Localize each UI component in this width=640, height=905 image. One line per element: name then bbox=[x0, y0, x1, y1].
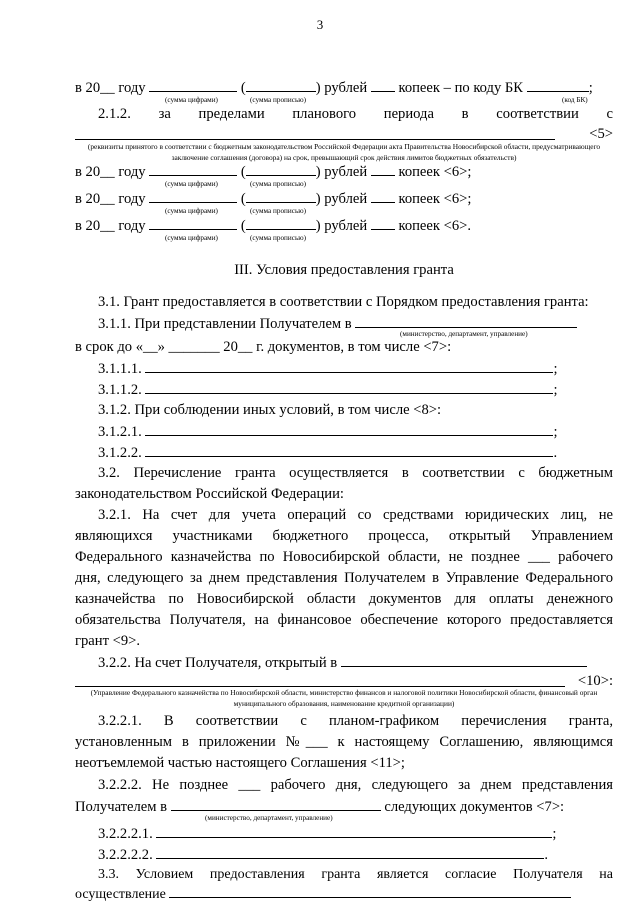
caption-words: (сумма прописью) bbox=[250, 96, 306, 104]
amount-words-blank bbox=[246, 77, 316, 92]
account-place-blank bbox=[341, 652, 587, 667]
paragraph-3-2-2-2-line-2: Получателем в следующих документов <7>: bbox=[75, 796, 613, 818]
paragraph-3-2-1-line: дня, следующего за днем представления Получателем в Управление Федерального bbox=[75, 570, 613, 586]
paragraph-3-2-1-line: Федерального казначейства по Новосибирской области, не позднее ___ рабочего bbox=[75, 549, 613, 565]
paragraph-2-1-2: 2.1.2. за пределами планового периода в соответствии с bbox=[98, 106, 613, 122]
note-5: <5> bbox=[589, 126, 613, 142]
paragraph-3-3-line-1: 3.3. Условием предоставления гранта является согласие Получателя на bbox=[98, 867, 613, 882]
paragraph-3-1-1: 3.1.1. При представлении Получателем в bbox=[98, 313, 613, 335]
caption-ministry: (министерство, департамент, управление) bbox=[400, 330, 528, 338]
caption-digits: (сумма цифрами) bbox=[165, 96, 218, 104]
paragraph-3-3-line-2: осуществление bbox=[75, 883, 613, 905]
item-3-1-1-1: 3.1.1.1. ; bbox=[98, 358, 613, 380]
kbk-blank bbox=[527, 77, 589, 92]
item-3-2-2-2-2: 3.2.2.2.2. . bbox=[98, 844, 613, 866]
paragraph-3-2-2-1-line: неотъемлемой частью настоящего Соглашения <11>; bbox=[75, 755, 405, 771]
budget-line-6-c: в 20__ году ( ) рублей копеек <6>. bbox=[75, 215, 613, 237]
caption-act-details: (реквизиты принятого в соответствии с бюджетным законодательством Российской Федерации акта Правительства Новосибирской области, предусматривающего заключение соглашения (договора) на срок, превышающий срок действия лимитов бюджетных обязательств) bbox=[87, 142, 601, 162]
paragraph-3-2-2-1-line: установленным в приложении №___ к настоящему Соглашению, являющимся bbox=[75, 734, 613, 750]
paragraph-3-2-1-line: казначейства по Новосибирской области документов для оплаты денежного bbox=[75, 591, 613, 607]
paragraph-3-2-2-2-line-1: 3.2.2.2. Не позднее ___ рабочего дня, следующего за днем представления bbox=[98, 777, 613, 793]
budget-line-6-a: в 20__ году ( ) рублей копеек <6>; bbox=[75, 161, 613, 183]
page-number: 3 bbox=[316, 17, 324, 32]
paragraph-3-1-1-cont: в срок до «__» _______ 20__ г. документов, в том числе <7>: bbox=[75, 339, 452, 355]
paragraph-3-2-1-line: являющихся участниками бюджетного процесса, открытый Управлением bbox=[75, 528, 613, 544]
note-10: <10>: bbox=[577, 673, 613, 689]
paragraph-3-2-2: 3.2.2. На счет Получателя, открытый в bbox=[98, 652, 613, 674]
item-3-1-2-1: 3.1.2.1. ; bbox=[98, 421, 613, 443]
caption-account-holder: (Управление Федерального казначейства по Новосибирской области, министерство финансов и налоговой политики Новосибирской области, финансовый орган муниципального образования, наименование кредитной организации) bbox=[90, 688, 598, 708]
budget-line-6-b: в 20__ году ( ) рублей копеек <6>; bbox=[75, 188, 613, 210]
budget-line-kbk: в 20__ году ( ) рублей копеек – по коду БК ; bbox=[75, 77, 613, 99]
section-title: III. Условия предоставления гранта bbox=[234, 262, 454, 278]
paragraph-3-2-1-line: обязательства Получателя, на финансовое обеспечение которого предоставляется bbox=[75, 612, 613, 628]
paragraph-3-2-line-2: законодательством Российской Федерации: bbox=[75, 486, 344, 502]
item-3-1-1-2: 3.1.1.2. ; bbox=[98, 379, 613, 401]
ministry-blank bbox=[355, 313, 577, 328]
caption-kbk: (код БК) bbox=[562, 96, 588, 104]
item-3-1-2-2: 3.1.2.2. . bbox=[98, 442, 613, 464]
document-page: 3 в 20__ году ( ) рублей копеек – по коду БК ; (сумма цифрами) (сумма прописью) (код БК) 2.1.2. за пределами планового периода в соответствии с <5> (реквизиты принятого в соответствии с бюджетным законодательством Российской Федерации акта Правительства Новосибирской области, предусматривающего заключение соглашения (договора) на срок, превышающий срок действия лимитов бюджетных обязательств) в 20__ году ( ) рублей копеек <6>; (сумма цифрами) (сумма прописью) в 20__ году ( ) рублей копеек <6>; (сумма цифрами) (сумма прописью) в 20__ году ( ) рублей копеек <6>. (сумма цифрами) (сумма прописью) III. Условия предоставления гранта 3.1. Грант предоставляется в соответствии с Порядком предоставления гранта: 3.1.1. При представлении Получателем в (министерство, департамент, управление) в срок до «__» _______ 20__ г. документов, в том числе <7>: 3.1.1.1. ; 3.1.1.2. ; 3.1.2. При соблюдении иных условий, в том числе <8>: 3.1.2.1. ; 3.1.2.2. . 3.2. Перечисление гранта осуществляется в соответствии с бюджетным законодательством Российской Федерации: 3.2.1. На счет для учета операций со средствами юридических лиц, не являющихся участниками бюджетного процесса, открытый Управлением Федерального казначейства по Новосибирской области, не позднее ___ рабочего дня, следующего за днем представления Получателем в Управление Федерального казначейства по Новосибирской области документов для оплаты денежного обязательства Получателя, на финансовое обеспечение которого предоставляется грант <9>. 3.2.2. На счет Получателя, открытый в <10>: (Управление Федерального казначейства по Новосибирской области, министерство финансов и налоговой политики Новосибирской области, финансовый орган муниципального образования, наименование кредитной организации) 3.2.2.1. В соответствии с планом-графиком перечисления гранта, установленным в приложении №___ к настоящему Соглашению, являющимся неотъемлемой частью настоящего Соглашения <11>; 3.2.2.2. Не позднее ___ рабочего дня, следующего за днем представления Получателем в следующих документов <7>: (министерство, департамент, управление) 3.2.2.2.1. ; 3.2.2.2.2. . 3.3. Условием предоставления гранта является согласие Получателя на осуществление bbox=[0, 0, 640, 905]
amount-digits-blank bbox=[149, 77, 237, 92]
paragraph-3-1: 3.1. Грант предоставляется в соответствии с Порядком предоставления гранта: bbox=[98, 294, 589, 310]
paragraph-3-2-line-1: 3.2. Перечисление гранта осуществляется в соответствии с бюджетным bbox=[98, 465, 613, 481]
paragraph-3-2-1-line: грант <9>. bbox=[75, 633, 141, 649]
paragraph-3-1-2: 3.1.2. При соблюдении иных условий, в том числе <8>: bbox=[98, 402, 442, 418]
paragraph-3-2-1-line: 3.2.1. На счет для учета операций со средствами юридических лиц, не bbox=[98, 507, 613, 523]
paragraph-3-2-2-1-line: 3.2.2.1. В соответствии с планом-графиком перечисления гранта, bbox=[98, 713, 613, 729]
item-3-2-2-2-1: 3.2.2.2.1. ; bbox=[98, 823, 613, 845]
